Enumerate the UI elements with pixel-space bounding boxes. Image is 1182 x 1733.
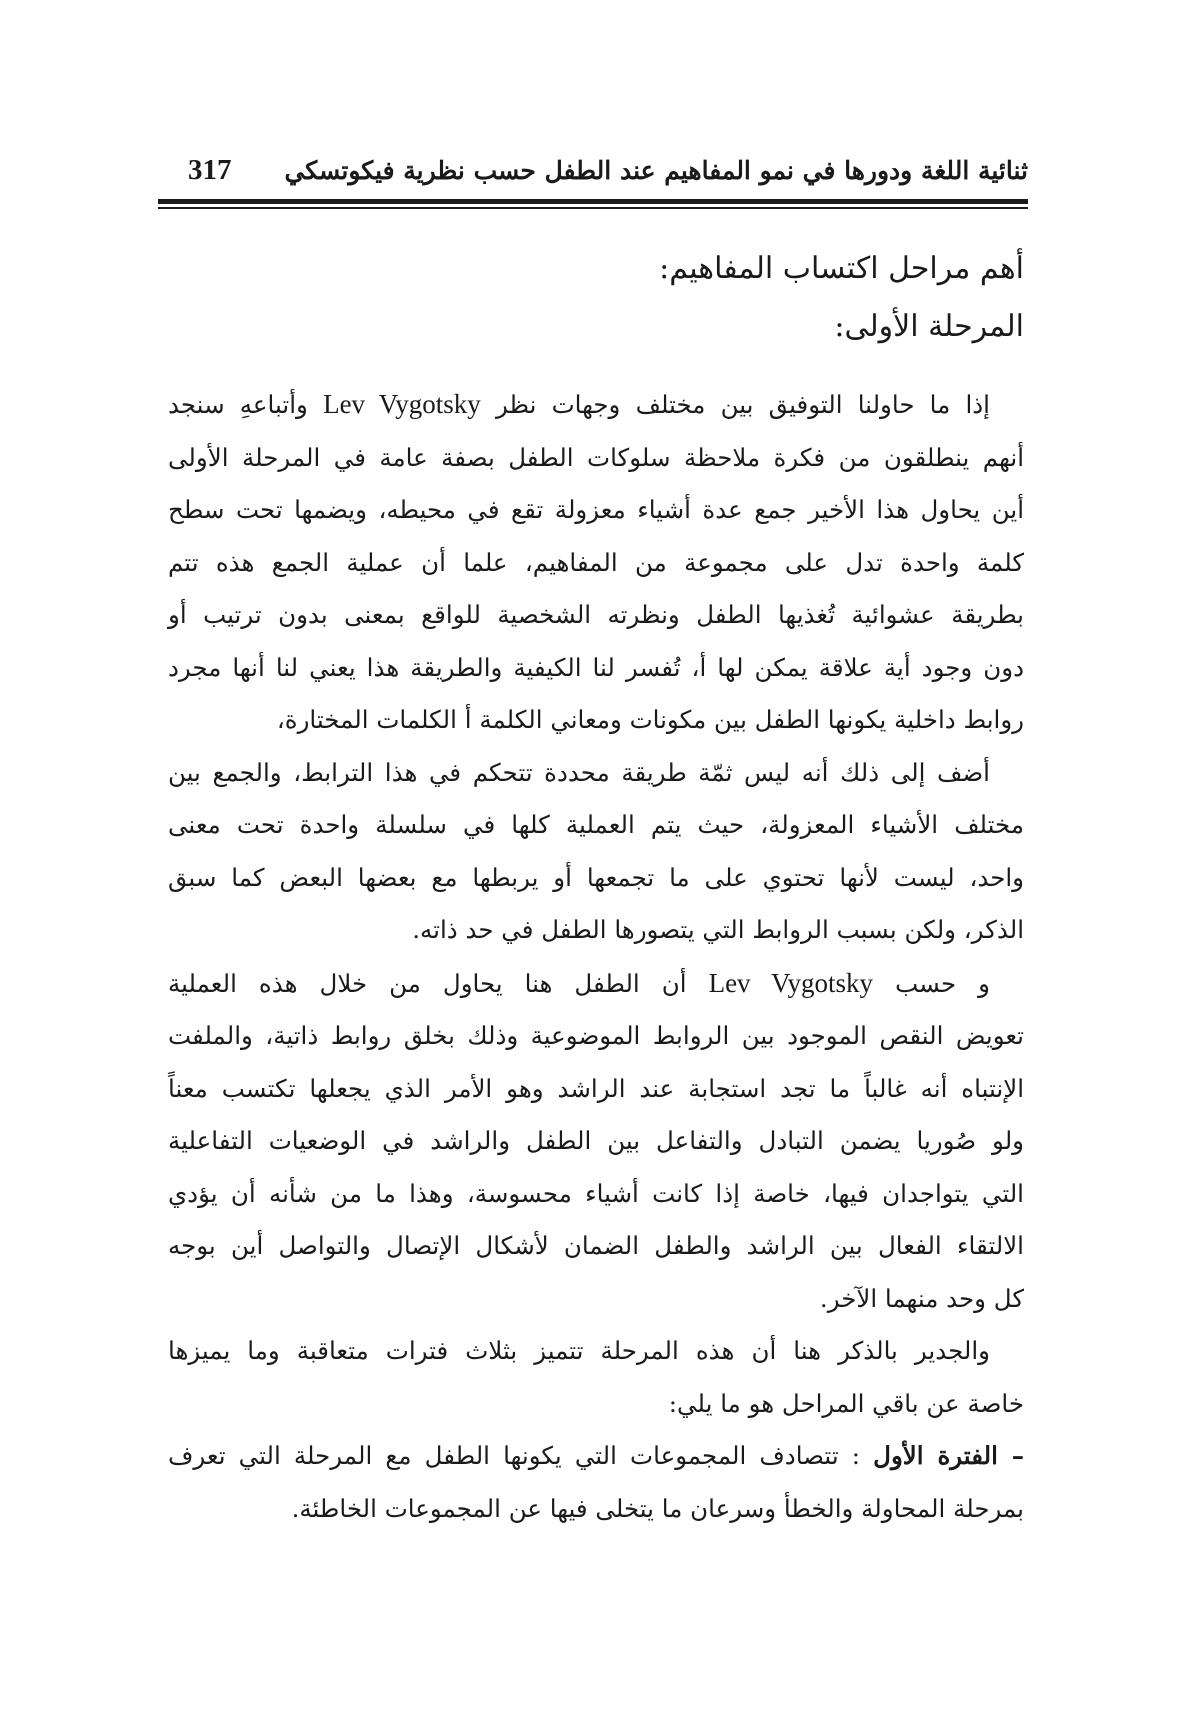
text-segment: : تتصادف المجموعات التي يكونها الطفل مع المرحلة التي تعرف — [168, 1441, 861, 1470]
text-line: روابط داخلية يكونها الطفل بين مكونات ومعاني الكلمة أ الكلمات المختارة، — [276, 705, 1024, 734]
section-heading: أهم مراحل اكتساب المفاهيم: — [659, 251, 1024, 286]
text-line: الذكر، ولكن بسبب الروابط التي يتصورها الطفل في حد ذاته. — [412, 915, 1024, 944]
header-rule-thick — [158, 199, 1028, 204]
text-line: كل وحد منهما الآخر. — [819, 1283, 1024, 1313]
paragraph-5 — [168, 1430, 1024, 1535]
paragraph-3 — [168, 957, 1024, 1326]
text-line: دون وجود أية علاقة يمكن لها أ، تُفسر لنا الكيفية والطريقة هذا يعني لنا أنها مجرد — [168, 652, 1024, 682]
paragraph-2 — [168, 747, 1024, 957]
text-line: التي يتواجدان فيها، خاصة إذا كانت أشياء محسوسة، وهذا ما من شأنه أن يؤدي — [168, 1178, 1024, 1208]
period-label: – الفترة الأول — [873, 1441, 1024, 1470]
text-line: تعويض النقص الموجود بين الروابط الموضوعية وذلك بخلق روابط ذاتية، والملفت — [168, 1021, 1024, 1050]
text-line — [168, 957, 1024, 1011]
author-name: Lev Vygotsky — [323, 389, 481, 419]
text-line: أنهم ينطلقون من فكرة ملاحظة سلوكات الطفل بصفة عامة في المرحلة الأولى — [168, 442, 1024, 472]
text-line: ولو صُوريا يضمن التبادل والتفاعل بين الطفل والراشد في الوضعيات التفاعلية — [168, 1126, 1024, 1155]
text-line: أضف إلى ذلك أنه ليس ثمّة طريقة محددة تتحكم في هذا الترابط، والجمع بين — [168, 757, 990, 787]
text-line: كلمة واحدة تدل على مجموعة من المفاهيم، علما أن عملية الجمع هذه تتم — [168, 547, 1024, 577]
text-line: بطريقة عشوائية تُغذيها الطفل ونظرته الشخصية للواقع بمعنى بدون ترتيب أو — [168, 600, 1024, 629]
text-line: الالتقاء الفعال بين الراشد والطفل الضمان لأشكال الإتصال والتواصل أين بوجه — [168, 1231, 1024, 1260]
author-name: Lev Vygotsky — [708, 967, 874, 998]
text-line: الإنتباه أنه غالباً ما تجد استجابة عند الراشد وهو الأمر الذي يجعلها تكتسب معناً — [168, 1073, 1024, 1103]
page-body — [168, 240, 1024, 1535]
text-line — [168, 1430, 1024, 1483]
subsection-heading: المرحلة الأولى: — [834, 309, 1024, 344]
page-number: 317 — [188, 154, 232, 186]
text-line: خاصة عن باقي المراحل هو ما يلي: — [668, 1388, 1024, 1418]
text-segment: و حسب — [895, 968, 990, 998]
text-line: مختلف الأشياء المعزولة، حيث يتم العملية كلها في سلسلة واحدة تحت معنى — [168, 810, 1024, 839]
text-segment: إذا ما حاولنا التوفيق بين مختلف وجهات نظر — [495, 390, 990, 419]
text-line: أين يحاول هذا الأخير جمع عدة أشياء معزولة تقع في محيطه، ويضمها تحت سطح — [168, 495, 1024, 524]
header-rule-thin — [158, 207, 1028, 209]
text-line: واحد، ليست لأنها تحتوي على ما تجمعها أو يربطها مع بعضها البعض كما سبق — [168, 862, 1024, 892]
text-line: والجدير بالذكر هنا أن هذه المرحلة تتميز بثلاث فترات متعاقبة وما يميزها — [168, 1336, 990, 1365]
page-header — [158, 150, 1028, 194]
paragraph-4 — [168, 1325, 1024, 1430]
text-line: بمرحلة المحاولة والخطأ وسرعان ما يتخلى فيها عن المجموعات الخاطئة. — [291, 1493, 1024, 1523]
text-line — [168, 378, 1024, 432]
running-title: ثنائية اللغة ودورها في نمو المفاهيم عند الطفل حسب نظرية فيكوتسكي — [284, 156, 1028, 185]
text-segment: أن الطفل هنا يحاول من خلال هذه العملية — [168, 968, 687, 998]
paragraph-1 — [168, 378, 1024, 747]
text-segment: وأتباعهِ سنجد — [168, 390, 308, 419]
